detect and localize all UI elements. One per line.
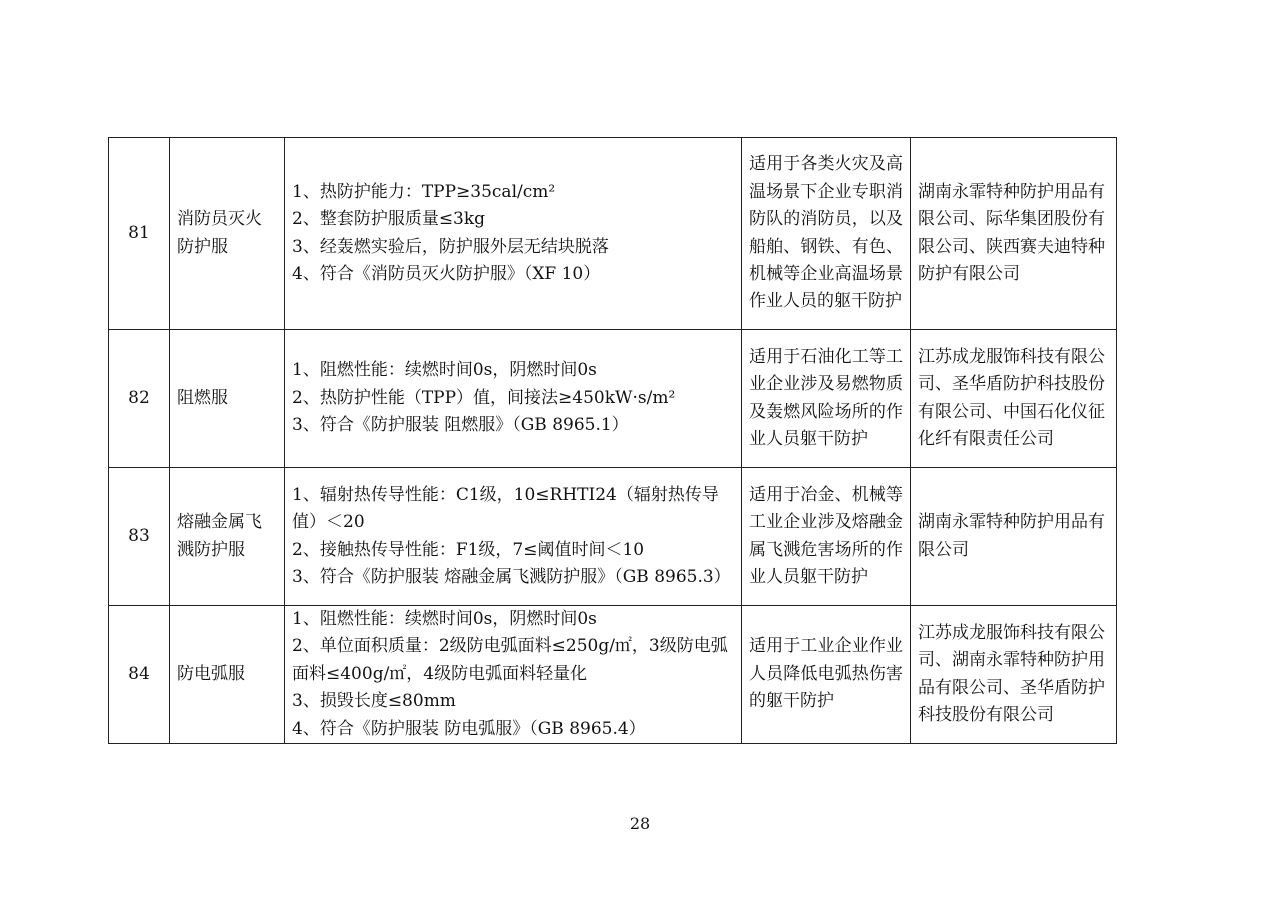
supplier-companies: 湖南永霏特种防护用品有限公司、际华集团股份有限公司、陕西赛夫迪特种防护有限公司 bbox=[911, 138, 1117, 330]
requirement-line: 3、经轰燃实验后，防护服外层无结块脱落 bbox=[292, 236, 609, 257]
requirement-line: 3、符合《防护服装 熔融金属飞溅防护服》（GB 8965.3） bbox=[292, 566, 731, 587]
application-scope: 适用于石油化工等工业企业涉及易燃物质及轰燃风险场所的作业人员躯干防护 bbox=[742, 330, 911, 468]
row-number: 81 bbox=[109, 138, 170, 330]
requirement-line: 2、整套防护服质量≤3kg bbox=[292, 209, 486, 230]
supplier-companies: 江苏成龙服饰科技有限公司、湖南永霏特种防护用品有限公司、圣华盾防护科技股份有限公司 bbox=[911, 606, 1117, 744]
requirement-line: 4、符合《防护服装 防电弧服》（GB 8965.4） bbox=[292, 718, 646, 739]
requirement-line: 1、热防护能力：TPP≥35cal/cm² bbox=[292, 181, 556, 202]
supplier-companies: 江苏成龙服饰科技有限公司、圣华盾防护科技股份有限公司、中国石化仪征化纤有限责任公司 bbox=[911, 330, 1117, 468]
requirement-line: 2、接触热传导性能：F1级，7≤阈值时间＜10 bbox=[292, 539, 645, 560]
requirement-line: 2、单位面积质量：2级防电弧面料≤250g/㎡，3级防电弧面料≤400g/㎡，4级防电弧面料轻量化 bbox=[292, 636, 728, 684]
item-name: 消防员灭火防护服 bbox=[170, 138, 285, 330]
item-name: 防电弧服 bbox=[170, 606, 285, 744]
requirement-line: 1、辐射热传导性能：C1级，10≤RHTI24（辐射热传导值）＜20 bbox=[292, 484, 719, 533]
equipment-spec-table bbox=[108, 137, 1117, 744]
table-row bbox=[109, 606, 1117, 744]
row-number: 84 bbox=[109, 606, 170, 744]
application-scope: 适用于冶金、机械等工业企业涉及熔融金属飞溅危害场所的作业人员躯干防护 bbox=[742, 468, 911, 606]
table-row bbox=[109, 468, 1117, 606]
item-name: 阻燃服 bbox=[170, 330, 285, 468]
row-number: 83 bbox=[109, 468, 170, 606]
page-number: 28 bbox=[629, 814, 651, 833]
requirements-cell bbox=[285, 468, 742, 606]
table-row bbox=[109, 138, 1117, 330]
requirement-line: 3、损毁长度≤80mm bbox=[292, 691, 456, 712]
row-number: 82 bbox=[109, 330, 170, 468]
requirement-line: 4、符合《消防员灭火防护服》（XF 10） bbox=[292, 263, 601, 284]
item-name: 熔融金属飞溅防护服 bbox=[170, 468, 285, 606]
table-row bbox=[109, 330, 1117, 468]
requirement-line: 3、符合《防护服装 阻燃服》（GB 8965.1） bbox=[292, 415, 629, 436]
requirement-line: 2、热防护性能（TPP）值，间接法≥450kW·s/m² bbox=[292, 387, 676, 408]
requirements-cell bbox=[285, 606, 742, 744]
application-scope: 适用于工业企业作业人员降低电弧热伤害的躯干防护 bbox=[742, 606, 911, 744]
requirements-cell bbox=[285, 330, 742, 468]
requirements-cell bbox=[285, 138, 742, 330]
application-scope: 适用于各类火灾及高温场景下企业专职消防队的消防员，以及船舶、钢铁、有色、机械等企业高温场景作业人员的躯干防护 bbox=[742, 138, 911, 330]
supplier-companies: 湖南永霏特种防护用品有限公司 bbox=[911, 468, 1117, 606]
requirement-line: 1、阻燃性能：续燃时间0s，阴燃时间0s bbox=[292, 609, 597, 629]
requirement-line: 1、阻燃性能：续燃时间0s，阴燃时间0s bbox=[292, 360, 597, 381]
